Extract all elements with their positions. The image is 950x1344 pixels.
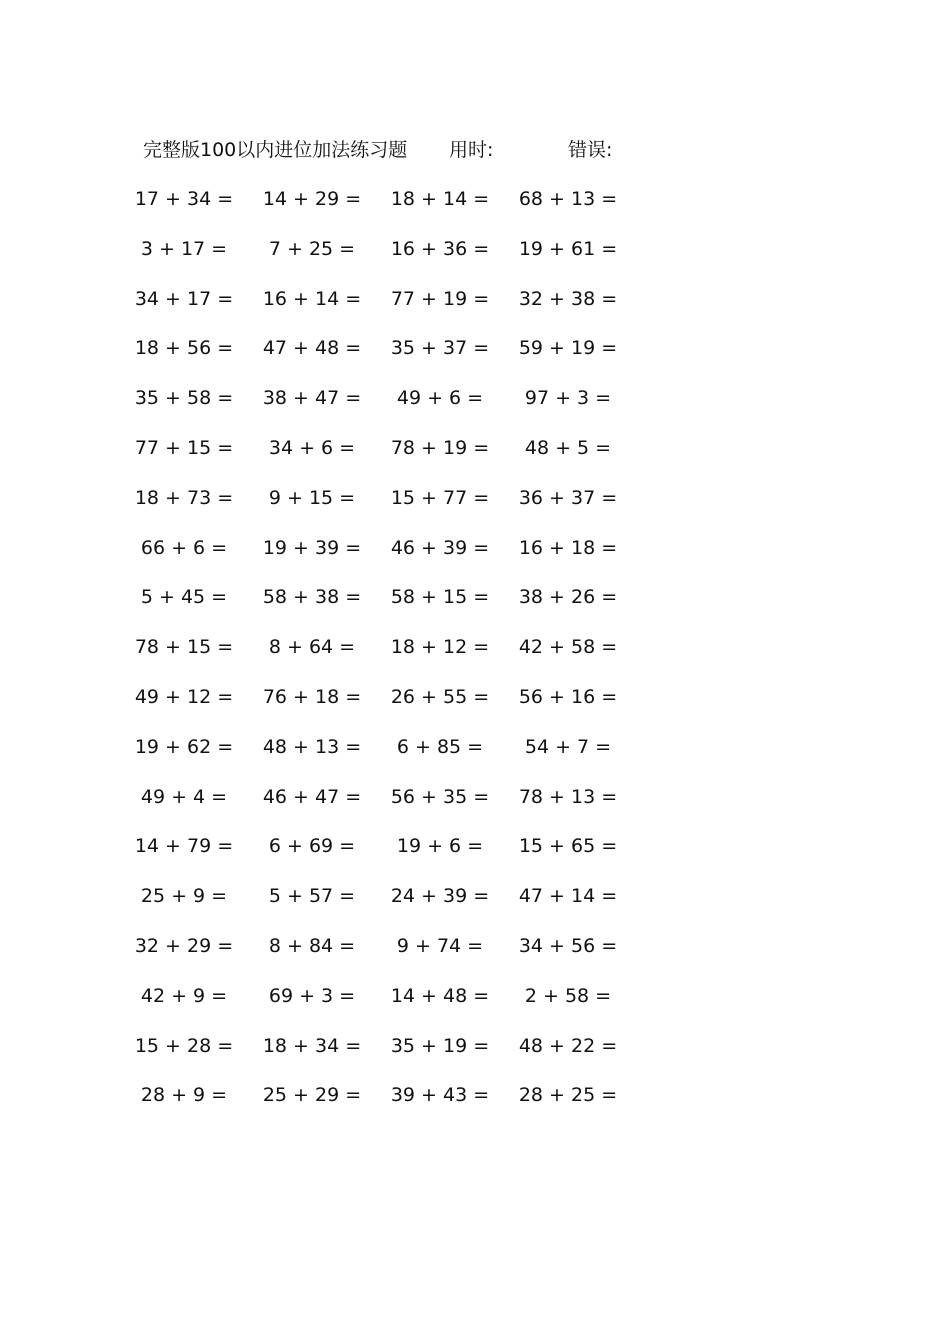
problem-row: [0, 533, 950, 583]
addition-problem: 58 + 15 =: [390, 586, 490, 609]
addition-problem: 6 + 85 =: [396, 735, 484, 758]
problem-row: [0, 682, 950, 732]
addition-problem: 34 + 56 =: [518, 934, 618, 957]
addition-problem: 58 + 38 =: [262, 586, 362, 609]
problem-row: [0, 632, 950, 682]
addition-problem: 97 + 3 =: [524, 387, 612, 410]
addition-problem: 38 + 47 =: [262, 387, 362, 410]
addition-problem: 68 + 13 =: [518, 188, 618, 210]
worksheet-title: 完整版100以内进位加法练习题: [143, 139, 408, 161]
addition-problem: 5 + 57 =: [268, 885, 356, 908]
addition-problem: 25 + 9 =: [140, 885, 228, 908]
addition-problem: 38 + 26 =: [518, 586, 618, 609]
problem-row: [0, 234, 950, 284]
addition-problem: 32 + 29 =: [134, 934, 234, 957]
addition-problem: 3 + 17 =: [140, 237, 228, 260]
addition-problem: 18 + 56 =: [134, 337, 234, 360]
addition-problem: 19 + 62 =: [134, 735, 234, 758]
addition-problem: 14 + 48 =: [390, 984, 490, 1007]
addition-problem: 15 + 28 =: [134, 1034, 234, 1057]
problem-row: [0, 184, 950, 234]
addition-problem: 9 + 15 =: [268, 486, 356, 509]
addition-problem: 28 + 25 =: [518, 1084, 618, 1107]
addition-problem: 35 + 58 =: [134, 387, 234, 410]
addition-problem: 24 + 39 =: [390, 885, 490, 908]
addition-problem: 8 + 64 =: [268, 636, 356, 659]
addition-problem: 48 + 13 =: [262, 735, 362, 758]
time-used-label: 用时:: [449, 139, 494, 161]
addition-problem: 34 + 17 =: [134, 287, 234, 310]
problem-row: [0, 582, 950, 632]
addition-problem: 18 + 14 =: [390, 188, 490, 210]
problem-row: [0, 931, 950, 981]
addition-problem: 49 + 6 =: [396, 387, 484, 410]
addition-problem: 39 + 43 =: [390, 1084, 490, 1107]
addition-problem: 15 + 65 =: [518, 835, 618, 858]
addition-problem: 8 + 84 =: [268, 934, 356, 957]
addition-problem: 47 + 48 =: [262, 337, 362, 360]
problem-row: [0, 782, 950, 832]
problem-row: [0, 1031, 950, 1081]
addition-problem: 26 + 55 =: [390, 685, 490, 708]
problem-row: [0, 333, 950, 383]
addition-problem: 46 + 47 =: [262, 785, 362, 808]
problem-row: [0, 831, 950, 881]
addition-problem: 2 + 58 =: [524, 984, 612, 1007]
problem-row: [0, 483, 950, 533]
addition-problem: 14 + 29 =: [262, 188, 362, 210]
problem-grid: [0, 184, 950, 1130]
addition-problem: 36 + 37 =: [518, 486, 618, 509]
addition-problem: 59 + 19 =: [518, 337, 618, 360]
addition-problem: 49 + 12 =: [134, 685, 234, 708]
addition-problem: 42 + 9 =: [140, 984, 228, 1007]
addition-problem: 76 + 18 =: [262, 685, 362, 708]
addition-problem: 16 + 14 =: [262, 287, 362, 310]
addition-problem: 19 + 6 =: [396, 835, 484, 858]
addition-problem: 66 + 6 =: [140, 536, 228, 559]
addition-problem: 47 + 14 =: [518, 885, 618, 908]
addition-problem: 34 + 6 =: [268, 436, 356, 459]
addition-problem: 78 + 13 =: [518, 785, 618, 808]
addition-problem: 16 + 18 =: [518, 536, 618, 559]
problem-row: [0, 284, 950, 334]
problem-row: [0, 732, 950, 782]
addition-problem: 15 + 77 =: [390, 486, 490, 509]
addition-problem: 18 + 34 =: [262, 1034, 362, 1057]
addition-problem: 46 + 39 =: [390, 536, 490, 559]
addition-problem: 48 + 22 =: [518, 1034, 618, 1057]
addition-problem: 35 + 37 =: [390, 337, 490, 360]
problem-row: [0, 433, 950, 483]
problem-row: [0, 981, 950, 1031]
addition-problem: 35 + 19 =: [390, 1034, 490, 1057]
addition-problem: 78 + 19 =: [390, 436, 490, 459]
addition-problem: 19 + 61 =: [518, 237, 618, 260]
addition-problem: 54 + 7 =: [524, 735, 612, 758]
addition-problem: 9 + 74 =: [396, 934, 484, 957]
addition-problem: 42 + 58 =: [518, 636, 618, 659]
problem-row: [0, 1080, 950, 1130]
addition-problem: 14 + 79 =: [134, 835, 234, 858]
worksheet-header: [143, 136, 613, 164]
addition-problem: 49 + 4 =: [140, 785, 228, 808]
addition-problem: 18 + 12 =: [390, 636, 490, 659]
addition-problem: 48 + 5 =: [524, 436, 612, 459]
problem-row: [0, 383, 950, 433]
addition-problem: 77 + 15 =: [134, 436, 234, 459]
addition-problem: 6 + 69 =: [268, 835, 356, 858]
addition-problem: 7 + 25 =: [268, 237, 356, 260]
addition-problem: 32 + 38 =: [518, 287, 618, 310]
addition-problem: 69 + 3 =: [268, 984, 356, 1007]
addition-problem: 56 + 16 =: [518, 685, 618, 708]
errors-label: 错误:: [568, 139, 613, 161]
addition-problem: 17 + 34 =: [134, 188, 234, 210]
addition-problem: 16 + 36 =: [390, 237, 490, 260]
addition-problem: 18 + 73 =: [134, 486, 234, 509]
addition-problem: 28 + 9 =: [140, 1084, 228, 1107]
addition-problem: 5 + 45 =: [140, 586, 228, 609]
addition-problem: 19 + 39 =: [262, 536, 362, 559]
problem-row: [0, 881, 950, 931]
addition-problem: 25 + 29 =: [262, 1084, 362, 1107]
addition-problem: 56 + 35 =: [390, 785, 490, 808]
addition-problem: 77 + 19 =: [390, 287, 490, 310]
addition-problem: 78 + 15 =: [134, 636, 234, 659]
